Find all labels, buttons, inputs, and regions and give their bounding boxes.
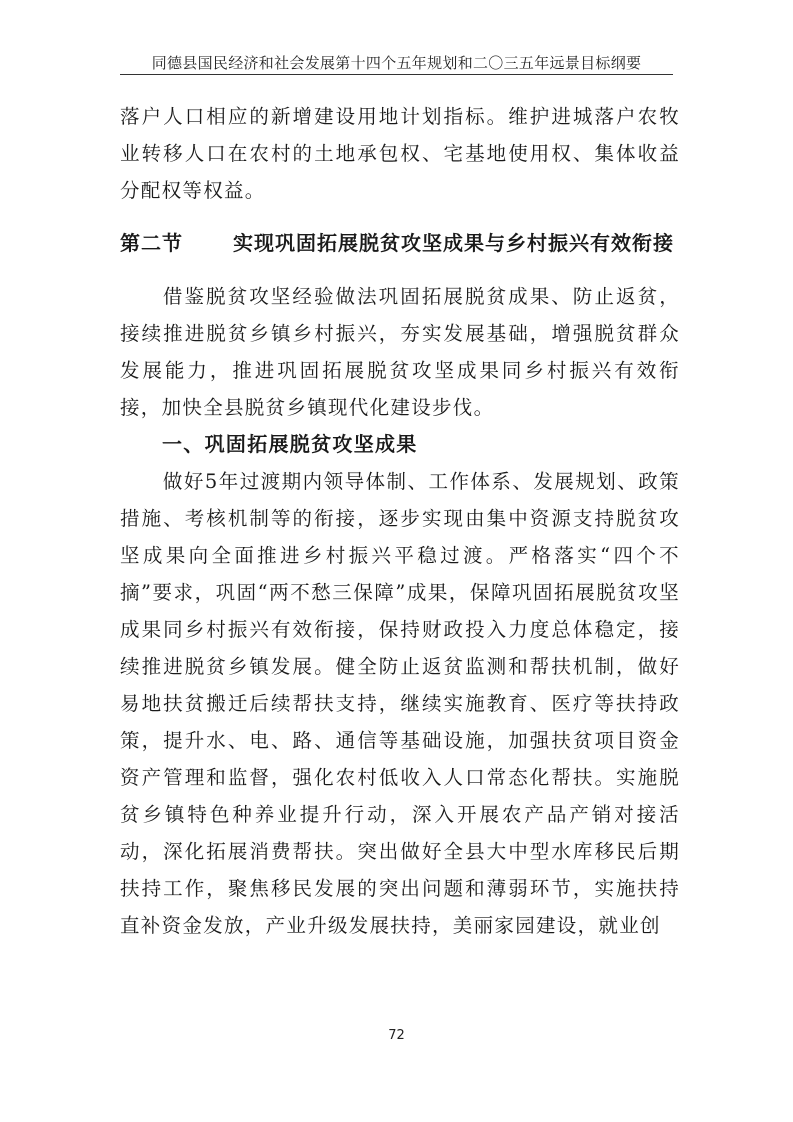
continued-paragraph: 落户人口相应的新增建设用地计划指标。维护进城落户农牧业转移人口在农村的土地承包权、宅基地使用权、集体收益分配权等权益。 (120, 105, 680, 202)
document-body (120, 98, 680, 944)
subheading: 一、巩固拓展脱贫攻坚成果 (162, 432, 418, 456)
page-number: 72 (388, 1028, 405, 1043)
section-intro-paragraph: 借鉴脱贫攻坚经验做法巩固拓展脱贫成果、防止返贫，接续推进脱贫乡镇乡村振兴，夯实发展基础，增强脱贫群众发展能力，推进巩固拓展脱贫攻坚成果同乡村振兴有效衔接，加快全县脱贫乡镇现代化建设步伐。 (120, 285, 680, 419)
section-number: 第二节 (120, 231, 183, 255)
section-heading (120, 225, 680, 262)
section-title: 实现巩固拓展脱贫攻坚成果与乡村振兴有效衔接 (233, 231, 674, 255)
running-header: 同德县国民经济和社会发展第十四个五年规划和二〇三五年远景目标纲要 (151, 54, 642, 72)
subsection-paragraph: 做好5年过渡期内领导体制、工作体系、发展规划、政策措施、考核机制等的衔接，逐步实现由集中资源支持脱贫攻坚成果向全面推进乡村振兴平稳过渡。严格落实“四个不摘”要求，巩固“两不愁三保障”成果，保障巩固拓展脱贫攻坚成果同乡村振兴有效衔接，保持财政投入力度总体稳定，接续推进脱贫乡镇发展。健全防止返贫监测和帮扶机制，做好易地扶贫搬迁后续帮扶支持，继续实施教育、医疗等扶持政策，提升水、电、路、通信等基础设施，加强扶贫项目资金资产管理和监督，强化农村低收入人口常态化帮扶。实施脱贫乡镇特色种养业提升行动，深入开展农产品产销对接活动，深化拓展消费帮扶。突出做好全县大中型水库移民后期扶持工作，聚焦移民发展的突出问题和薄弱环节，实施扶持直补资金发放，产业升级发展扶持，美丽家园建设，就业创 (120, 470, 680, 937)
header-rule (120, 74, 673, 75)
